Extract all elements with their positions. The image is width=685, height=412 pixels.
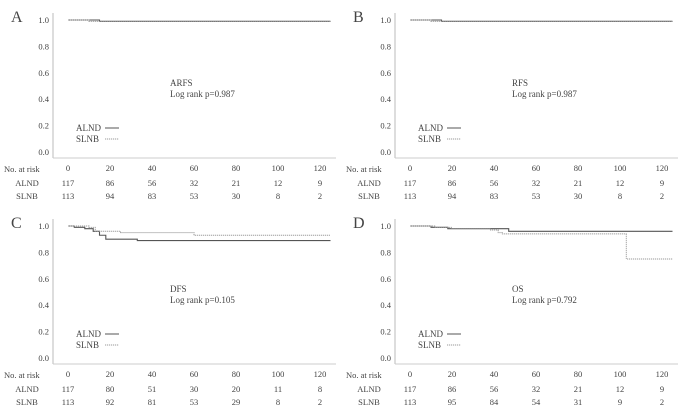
x-tick-label: 0 (407, 163, 413, 173)
risk-count: 113 (61, 191, 75, 201)
risk-count: 32 (531, 178, 541, 188)
risk-count: 94 (105, 191, 115, 201)
risk-count: 92 (105, 397, 115, 407)
x-tick-label: 20 (105, 163, 115, 173)
legend-label-slnb: SLNB (418, 340, 442, 350)
x-tick-label: 60 (531, 163, 541, 173)
risk-count: 8 (275, 397, 281, 407)
x-tick-label: 100 (271, 163, 285, 173)
legend-label-alnd: ALND (76, 329, 101, 339)
y-tick-label: 0.8 (380, 247, 391, 258)
y-tick-label: 0.4 (380, 300, 391, 311)
y-tick-label: 0.6 (380, 67, 391, 78)
x-tick-label: 120 (313, 369, 327, 379)
risk-table-header: No. at risk (346, 370, 382, 380)
risk-count: 51 (147, 384, 157, 394)
logrank-pvalue: Log rank p=0.105 (170, 295, 235, 305)
x-tick-label: 40 (489, 369, 499, 379)
legend-label-alnd: ALND (76, 123, 101, 133)
y-tick-label: 0.2 (38, 326, 49, 337)
x-tick-label: 60 (189, 369, 199, 379)
risk-count: 30 (573, 191, 583, 201)
risk-count: 9 (659, 178, 665, 188)
risk-count: 2 (659, 397, 665, 407)
risk-count: 8 (317, 384, 323, 394)
legend-label-alnd: ALND (418, 123, 443, 133)
panel-letter: B (353, 9, 364, 26)
y-tick-label: 1.0 (380, 221, 391, 231)
x-tick-label: 80 (231, 163, 241, 173)
legend-label-slnb: SLNB (76, 340, 100, 350)
risk-count: 84 (489, 397, 499, 407)
panel-letter: A (11, 9, 23, 26)
x-tick-label: 60 (189, 163, 199, 173)
risk-count: 53 (189, 191, 199, 201)
risk-count: 86 (447, 384, 457, 394)
risk-count: 56 (489, 178, 499, 188)
y-tick-label: 0.0 (38, 353, 49, 363)
risk-row-label-slnb: SLNB (358, 191, 380, 201)
x-tick-label: 80 (573, 163, 583, 173)
risk-count: 9 (659, 384, 665, 394)
risk-count: 113 (61, 397, 75, 407)
legend-label-slnb: SLNB (418, 134, 442, 144)
x-tick-label: 120 (655, 369, 669, 379)
risk-count: 20 (231, 384, 241, 394)
x-tick-label: 40 (147, 163, 157, 173)
km-curve-slnb (68, 20, 331, 21)
panel-b (342, 0, 684, 206)
km-curve-slnb (68, 226, 331, 235)
x-tick-label: 80 (231, 369, 241, 379)
risk-row-label-slnb: SLNB (16, 397, 38, 407)
risk-count: 95 (447, 397, 457, 407)
x-tick-label: 0 (65, 163, 71, 173)
risk-count: 21 (231, 178, 241, 188)
x-tick-label: 40 (489, 163, 499, 173)
risk-count: 32 (531, 384, 541, 394)
risk-count: 21 (573, 384, 583, 394)
risk-table-header: No. at risk (4, 370, 40, 380)
y-tick-label: 0.2 (38, 120, 49, 131)
logrank-pvalue: Log rank p=0.987 (512, 89, 577, 99)
risk-count: 117 (61, 384, 75, 394)
risk-count: 54 (531, 397, 541, 407)
km-curve-alnd (410, 226, 673, 231)
risk-count: 9 (317, 178, 323, 188)
risk-count: 53 (189, 397, 199, 407)
endpoint-label: RFS (512, 78, 529, 88)
panel-d (342, 206, 684, 412)
risk-count: 30 (189, 384, 199, 394)
risk-count: 29 (231, 397, 241, 407)
risk-count: 12 (615, 178, 625, 188)
risk-count: 86 (105, 178, 115, 188)
x-tick-label: 100 (271, 369, 285, 379)
risk-count: 80 (105, 384, 115, 394)
x-tick-label: 0 (407, 369, 413, 379)
risk-count: 21 (573, 178, 583, 188)
y-tick-label: 0.2 (380, 120, 391, 131)
risk-count: 12 (615, 384, 625, 394)
km-curve-alnd (68, 226, 331, 241)
risk-count: 8 (617, 191, 623, 201)
logrank-pvalue: Log rank p=0.792 (512, 295, 577, 305)
risk-count: 32 (189, 178, 199, 188)
km-curve-slnb (410, 20, 673, 21)
y-tick-label: 0.8 (380, 41, 391, 52)
risk-count: 113 (403, 191, 417, 201)
risk-count: 117 (61, 178, 75, 188)
logrank-pvalue: Log rank p=0.987 (170, 89, 235, 99)
y-tick-label: 0.6 (38, 273, 49, 284)
endpoint-label: OS (512, 284, 524, 294)
risk-count: 2 (659, 191, 665, 201)
risk-row-label-slnb: SLNB (358, 397, 380, 407)
y-tick-label: 0.0 (38, 147, 49, 157)
panel-c (0, 206, 342, 412)
risk-count: 56 (489, 384, 499, 394)
risk-count: 2 (317, 191, 323, 201)
risk-count: 56 (147, 178, 157, 188)
endpoint-label: ARFS (170, 78, 193, 88)
y-tick-label: 0.2 (380, 326, 391, 337)
risk-count: 11 (273, 384, 283, 394)
y-tick-label: 0.4 (38, 94, 49, 105)
x-tick-label: 60 (531, 369, 541, 379)
panel-a (0, 0, 342, 206)
y-tick-label: 0.6 (38, 67, 49, 78)
x-tick-label: 20 (447, 369, 457, 379)
risk-count: 8 (275, 191, 281, 201)
x-tick-label: 120 (313, 163, 327, 173)
x-tick-label: 20 (105, 369, 115, 379)
x-tick-label: 0 (65, 369, 71, 379)
risk-count: 86 (447, 178, 457, 188)
risk-row-label-alnd: ALND (15, 384, 39, 394)
risk-count: 12 (273, 178, 283, 188)
risk-row-label-slnb: SLNB (16, 191, 38, 201)
y-tick-label: 0.4 (380, 94, 391, 105)
legend-label-alnd: ALND (418, 329, 443, 339)
risk-count: 113 (403, 397, 417, 407)
y-tick-label: 1.0 (38, 221, 49, 231)
risk-row-label-alnd: ALND (357, 178, 381, 188)
risk-row-label-alnd: ALND (357, 384, 381, 394)
x-tick-label: 80 (573, 369, 583, 379)
risk-count: 83 (147, 191, 157, 201)
risk-row-label-alnd: ALND (15, 178, 39, 188)
y-tick-label: 1.0 (38, 15, 49, 25)
x-tick-label: 120 (655, 163, 669, 173)
risk-count: 94 (447, 191, 457, 201)
y-tick-label: 0.6 (380, 273, 391, 284)
x-tick-label: 100 (613, 163, 627, 173)
risk-table-header: No. at risk (346, 164, 382, 174)
risk-count: 83 (489, 191, 499, 201)
risk-count: 30 (231, 191, 241, 201)
x-tick-label: 100 (613, 369, 627, 379)
risk-count: 117 (403, 384, 417, 394)
y-tick-label: 0.4 (38, 300, 49, 311)
risk-count: 117 (403, 178, 417, 188)
y-tick-label: 0.8 (38, 247, 49, 258)
risk-count: 9 (617, 397, 623, 407)
risk-count: 2 (317, 397, 323, 407)
risk-count: 31 (573, 397, 583, 407)
risk-count: 81 (147, 397, 157, 407)
panel-letter: C (11, 215, 22, 232)
y-tick-label: 0.0 (380, 353, 391, 363)
panel-letter: D (353, 215, 365, 232)
y-tick-label: 0.8 (38, 41, 49, 52)
y-tick-label: 0.0 (380, 147, 391, 157)
y-tick-label: 1.0 (380, 15, 391, 25)
endpoint-label: DFS (170, 284, 187, 294)
x-tick-label: 40 (147, 369, 157, 379)
legend-label-slnb: SLNB (76, 134, 100, 144)
risk-table-header: No. at risk (4, 164, 40, 174)
risk-count: 53 (531, 191, 541, 201)
x-tick-label: 20 (447, 163, 457, 173)
